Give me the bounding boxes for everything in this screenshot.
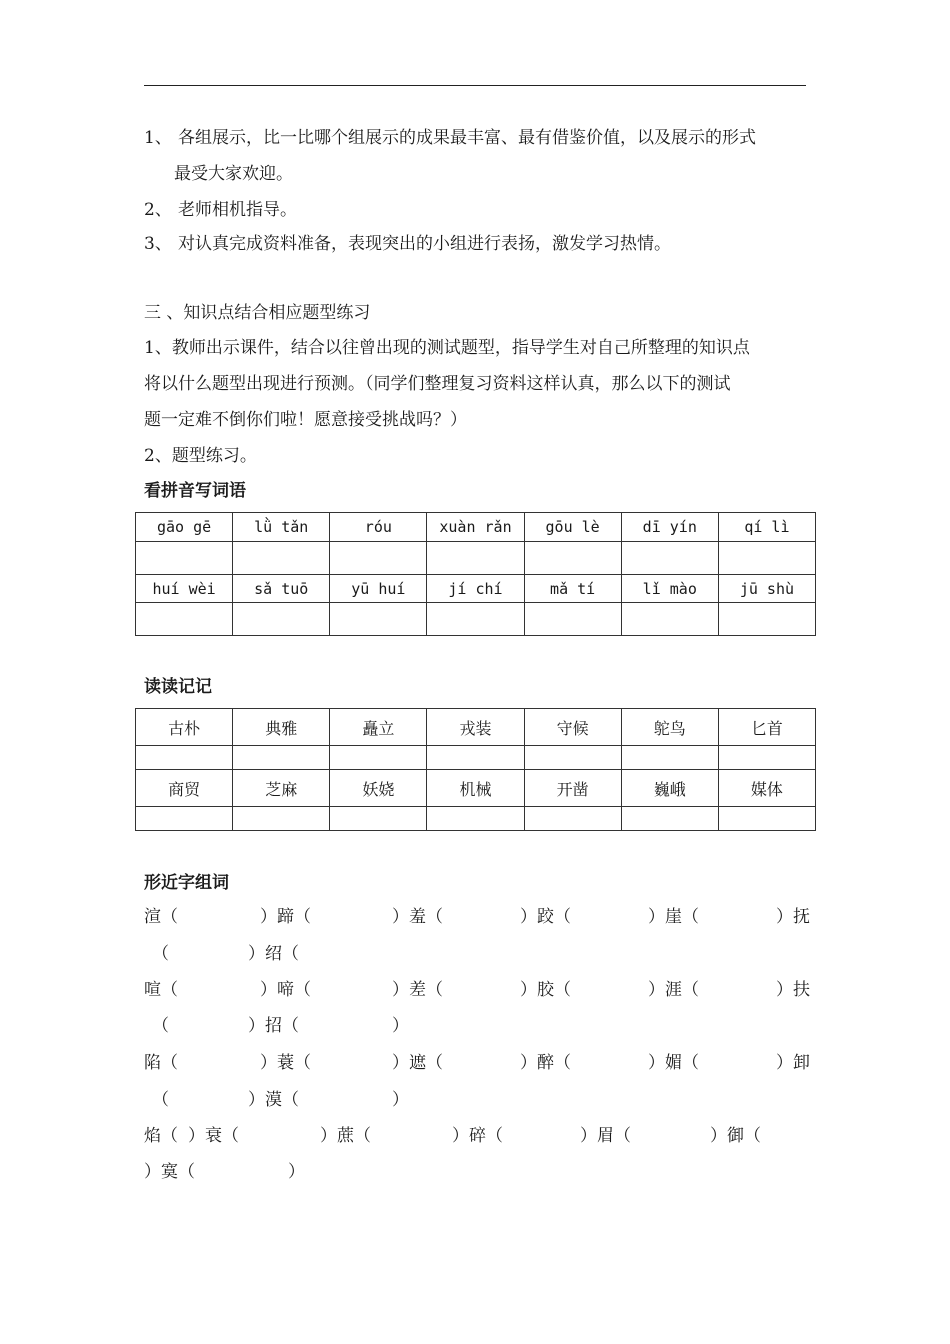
answer-cell — [136, 603, 233, 636]
answer-cell — [233, 603, 330, 636]
word-cell: 妖娆 — [330, 770, 427, 807]
pinyin-table — [135, 512, 816, 636]
exercise-part: ）崖（ — [648, 907, 699, 927]
header-rule — [144, 85, 806, 86]
pinyin-row — [136, 513, 816, 542]
pinyin-cell: sǎ tuō — [233, 575, 330, 603]
blank-cell — [718, 807, 815, 831]
word-cell: 守候 — [524, 709, 621, 746]
list-item-1: 1、 各组展示，比一比哪个组展示的成果最丰富、最有借鉴价值，以及展示的形式 — [144, 128, 756, 148]
section-heading: 三 、知识点结合相应题型练习 — [144, 303, 371, 323]
answer-cell — [136, 542, 233, 575]
blank-cell — [330, 746, 427, 770]
blank-row — [136, 807, 816, 831]
pinyin-cell: gōu lè — [524, 513, 621, 542]
exercise-part: ）御（ — [710, 1126, 761, 1146]
exercise-part: （ — [152, 1016, 169, 1036]
answer-cell — [524, 603, 621, 636]
exercise-part: （ — [152, 1090, 169, 1110]
answer-cell — [427, 603, 524, 636]
exercise-part: 焰（ — [144, 1126, 178, 1146]
paragraph-line: 1、教师出示课件，结合以往曾出现的测试题型，指导学生对自己所整理的知识点 — [144, 338, 750, 358]
blank-cell — [621, 746, 718, 770]
exercise-row — [144, 906, 810, 928]
word-cell: 匕首 — [718, 709, 815, 746]
word-cell: 巍峨 — [621, 770, 718, 807]
word-cell: 典雅 — [233, 709, 330, 746]
answer-row — [136, 603, 816, 636]
pinyin-cell: róu — [330, 513, 427, 542]
paragraph-line: 将以什么题型出现进行预测。（同学们整理复习资料这样认真，那么以下的测试 — [144, 374, 731, 394]
pinyin-cell: mǎ tí — [524, 575, 621, 603]
exercise-part: ）涯（ — [648, 980, 699, 1000]
answer-cell — [427, 542, 524, 575]
exercise-part: ）绍（ — [248, 944, 299, 964]
exercise-row — [144, 979, 810, 1001]
pinyin-title: 看拼音写词语 — [144, 481, 246, 501]
exercise-part: ）卸 — [776, 1053, 810, 1073]
word-row — [136, 770, 816, 807]
word-cell: 古朴 — [136, 709, 233, 746]
list-item-2: 2、 老师相机指导。 — [144, 200, 297, 220]
exercise-part: ）衰（ — [188, 1126, 239, 1146]
blank-cell — [136, 746, 233, 770]
answer-cell — [621, 542, 718, 575]
exercise-part: ）碎（ — [452, 1126, 503, 1146]
exercise-part: ）眉（ — [580, 1126, 631, 1146]
exercise-part: ）寞（ — [144, 1162, 195, 1182]
exercise-row — [144, 1015, 806, 1037]
exercise-part: ）蹄（ — [260, 907, 311, 927]
answer-cell — [524, 542, 621, 575]
pinyin-cell: jí chí — [427, 575, 524, 603]
paragraph-line: 2、题型练习。 — [144, 446, 257, 466]
word-row — [136, 709, 816, 746]
answer-cell — [233, 542, 330, 575]
answer-row — [136, 542, 816, 575]
exercise-part: ）遮（ — [392, 1053, 443, 1073]
exercise-row — [144, 1125, 806, 1147]
reading-table — [135, 708, 816, 831]
word-cell: 开凿 — [524, 770, 621, 807]
exercise-part: ）胶（ — [520, 980, 571, 1000]
exercise-part: ）媚（ — [648, 1053, 699, 1073]
pinyin-cell: gāo gē — [136, 513, 233, 542]
pinyin-cell: lǜ tǎn — [233, 513, 330, 542]
pinyin-cell: xuàn rǎn — [427, 513, 524, 542]
reading-title: 读读记记 — [144, 677, 212, 697]
exercise-part: ）扶 — [776, 980, 810, 1000]
blank-cell — [427, 807, 524, 831]
pinyin-cell: yū huí — [330, 575, 427, 603]
exercise-part: ） — [392, 1090, 409, 1110]
pinyin-row — [136, 575, 816, 603]
answer-cell — [718, 603, 815, 636]
exercise-part: ）醉（ — [520, 1053, 571, 1073]
blank-cell — [718, 746, 815, 770]
blank-cell — [621, 807, 718, 831]
pinyin-cell: dī yín — [621, 513, 718, 542]
blank-cell — [427, 746, 524, 770]
exercise-part: 陷（ — [144, 1053, 178, 1073]
exercise-part: 渲（ — [144, 907, 178, 927]
answer-cell — [621, 603, 718, 636]
exercise-part: ） — [288, 1162, 305, 1182]
word-cell: 媒体 — [718, 770, 815, 807]
exercise-part: ）招（ — [248, 1016, 299, 1036]
pinyin-cell: qí lì — [718, 513, 815, 542]
blank-cell — [233, 807, 330, 831]
blank-cell — [233, 746, 330, 770]
word-cell: 机械 — [427, 770, 524, 807]
blank-cell — [524, 807, 621, 831]
exercise-part: ）抚 — [776, 907, 810, 927]
answer-cell — [330, 542, 427, 575]
exercise-part: ）羞（ — [392, 907, 443, 927]
blank-cell — [136, 807, 233, 831]
paragraph-line: 题一定难不倒你们啦！愿意接受挑战吗？） — [144, 410, 467, 430]
pinyin-cell: jū shù — [718, 575, 815, 603]
exercise-part: ）跤（ — [520, 907, 571, 927]
word-cell: 芝麻 — [233, 770, 330, 807]
exercise-part: ）漠（ — [248, 1090, 299, 1110]
blank-cell — [330, 807, 427, 831]
exercise-part: ）蓑（ — [260, 1053, 311, 1073]
word-cell: 商贸 — [136, 770, 233, 807]
exercise-row — [144, 943, 806, 965]
exercise-part: ） — [392, 1016, 409, 1036]
exercise-row — [144, 1161, 806, 1183]
exercise-row — [144, 1052, 810, 1074]
answer-cell — [718, 542, 815, 575]
similar-title: 形近字组词 — [144, 873, 229, 893]
answer-cell — [330, 603, 427, 636]
pinyin-cell: huí wèi — [136, 575, 233, 603]
blank-row — [136, 746, 816, 770]
word-cell: 矗立 — [330, 709, 427, 746]
list-item-1-cont: 最受大家欢迎。 — [174, 164, 293, 184]
exercise-row — [144, 1089, 806, 1111]
exercise-part: ）啼（ — [260, 980, 311, 1000]
exercise-part: （ — [152, 944, 169, 964]
pinyin-cell: lǐ mào — [621, 575, 718, 603]
word-cell: 戎装 — [427, 709, 524, 746]
blank-cell — [524, 746, 621, 770]
word-cell: 鸵鸟 — [621, 709, 718, 746]
list-item-3: 3、 对认真完成资料准备，表现突出的小组进行表扬，激发学习热情。 — [144, 234, 671, 254]
exercise-part: ）差（ — [392, 980, 443, 1000]
exercise-part: ）蔗（ — [320, 1126, 371, 1146]
exercise-part: 喧（ — [144, 980, 178, 1000]
